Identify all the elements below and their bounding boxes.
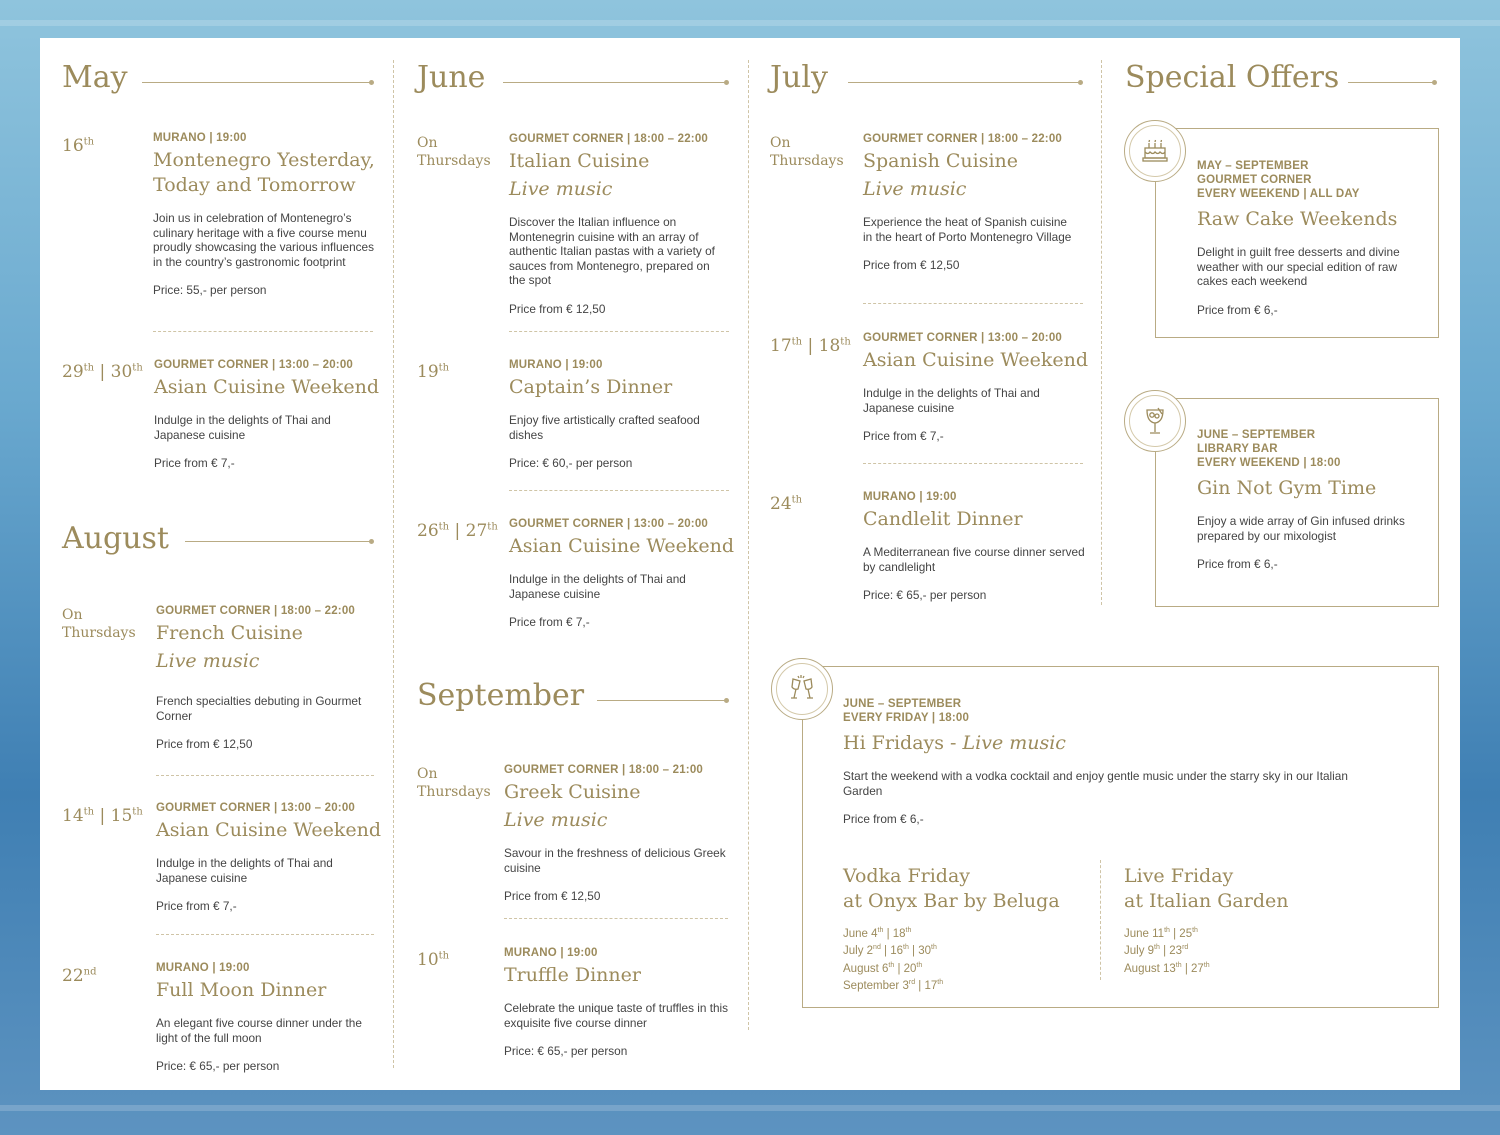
divider: [509, 331, 729, 332]
divider: [863, 463, 1083, 464]
month-title-may: May: [62, 60, 128, 95]
offer-meta: JUNE – SEPTEMBER: [1197, 429, 1316, 441]
event-description: Indulge in the delights of Thai and Japanese cuisine: [154, 413, 331, 442]
venue-title: Vodka Friday: [843, 865, 971, 887]
event-title: Candlelit Dinner: [863, 508, 1023, 530]
event-date: 19th: [417, 362, 450, 382]
offer-title: Gin Not Gym Time: [1197, 477, 1377, 499]
venue-title: Live Friday: [1124, 865, 1234, 887]
event-subtitle: Live music: [863, 178, 967, 200]
event-date: On Thursdays: [417, 135, 491, 169]
event-meta: GOURMET CORNER | 13:00 – 20:00: [863, 332, 1063, 344]
event-price: Price: € 65,- per person: [863, 588, 987, 602]
offer-subtitle: Live music: [962, 732, 1066, 754]
offer-price: Price from € 6,-: [1197, 557, 1278, 571]
vodka-friday-dates: [843, 924, 1093, 993]
event-subtitle: Live music: [509, 178, 613, 200]
event-title: Full Moon Dinner: [156, 979, 327, 1001]
event-meta: MURANO | 19:00: [156, 962, 250, 974]
offer-description: Start the weekend with a vodka cocktail and enjoy gentle music under the starry sky in our Italian Garden: [843, 769, 1348, 798]
offer-description: Delight in guilt free desserts and divine weather with our special edition of raw cakes each weekend: [1197, 245, 1400, 288]
offer-meta: LIBRARY BAR: [1197, 443, 1278, 455]
month-rule: [503, 82, 727, 83]
date-line: June 11th | 25th: [1124, 927, 1198, 940]
cheers-icon: [771, 658, 833, 720]
divider: [863, 303, 1083, 304]
event-date: 26th | 27th: [417, 521, 498, 541]
event-meta: GOURMET CORNER | 18:00 – 21:00: [504, 764, 704, 776]
background-streak: [0, 20, 1500, 26]
date-line: July 2nd | 16th | 30th: [843, 944, 937, 958]
venue-subtitle: at Italian Garden: [1124, 890, 1289, 912]
event-meta: GOURMET CORNER | 18:00 – 22:00: [863, 133, 1063, 145]
date-line: July 9th | 23rd: [1124, 944, 1189, 958]
event-french-cuisine: [156, 604, 376, 751]
gin-glass-icon: [1124, 390, 1186, 452]
event-spanish-cuisine: [863, 132, 1078, 272]
event-description: Indulge in the delights of Thai and Japanese cuisine: [509, 572, 686, 601]
date-line: August 13th | 27th: [1124, 961, 1210, 975]
event-meta: GOURMET CORNER | 18:00 – 22:00: [509, 133, 709, 145]
offer-title: Raw Cake Weekends: [1197, 208, 1398, 230]
event-meta: MURANO | 19:00: [863, 491, 957, 503]
event-asian-july: [863, 331, 1088, 443]
event-date: 24th: [770, 494, 803, 514]
event-price: Price from € 12,50: [504, 889, 601, 903]
event-price: Price from € 12,50: [156, 737, 253, 751]
event-meta: MURANO | 19:00: [153, 132, 247, 144]
offer-price: Price from € 6,-: [843, 812, 924, 826]
event-date: 17th | 18th: [770, 336, 851, 356]
event-truffle-dinner: [504, 946, 729, 1058]
event-title: Asian Cuisine Weekend: [154, 376, 379, 398]
event-description: Enjoy five artistically crafted seafood dishes: [509, 413, 700, 442]
special-offers-title: Special Offers: [1125, 60, 1340, 95]
event-title: Asian Cuisine Weekend: [156, 819, 381, 841]
divider: [504, 918, 728, 919]
event-description: Indulge in the delights of Thai and Japanese cuisine: [863, 386, 1040, 415]
event-description: Join us in celebration of Montenegro’s culinary heritage with a five course menu proudly showcasing the various influences in the country’s gastronomic footprint: [153, 211, 374, 269]
event-subtitle: Live music: [504, 809, 608, 831]
event-date: 10th: [417, 950, 450, 970]
offer-meta: EVERY FRIDAY | 18:00: [843, 712, 970, 724]
event-meta: GOURMET CORNER | 18:00 – 22:00: [156, 605, 356, 617]
divider: [156, 934, 374, 935]
date-line: August 6th | 20th: [843, 961, 923, 975]
event-meta: GOURMET CORNER | 13:00 – 20:00: [154, 359, 354, 371]
event-asian-june: [509, 517, 734, 629]
event-title: Asian Cuisine Weekend: [509, 535, 734, 557]
event-description: Experience the heat of Spanish cuisine in the heart of Porto Montenegro Village: [863, 215, 1072, 244]
live-friday: [1124, 861, 1374, 976]
event-price: Price from € 7,-: [863, 429, 944, 443]
event-price: Price: € 65,- per person: [156, 1059, 280, 1073]
month-title-july: July: [770, 60, 828, 95]
month-rule: [848, 82, 1081, 83]
date-line: June 4th | 18th: [843, 927, 912, 940]
event-title: Truffle Dinner: [504, 964, 641, 986]
offer-meta: MAY – SEPTEMBER: [1197, 160, 1309, 172]
divider: [509, 490, 729, 491]
offer-price: Price from € 6,-: [1197, 302, 1278, 317]
event-date: 29th | 30th: [62, 362, 143, 382]
offer-meta: GOURMET CORNER: [1197, 174, 1312, 186]
event-price: Price from € 7,-: [154, 456, 235, 470]
offer-meta: JUNE – SEPTEMBER: [843, 698, 962, 710]
offer-meta: EVERY WEEKEND | ALL DAY: [1197, 188, 1360, 200]
event-greek-cuisine: [504, 763, 729, 903]
event-title: Captain’s Dinner: [509, 376, 673, 398]
program-sheet: [40, 38, 1460, 1090]
event-asian-may: [154, 358, 379, 470]
event-date: 22nd: [62, 966, 97, 986]
event-subtitle: Live music: [156, 650, 260, 672]
month-title-june: June: [417, 60, 486, 95]
event-description: Discover the Italian influence on Montenegrin cuisine with an array of authentic Italian pastas with a variety of sauces from Montenegro, prepared on the spot: [509, 215, 715, 287]
event-description: An elegant five course dinner under the light of the full moon: [156, 1016, 362, 1045]
event-date: On Thursdays: [62, 607, 136, 641]
event-candlelit-dinner: [863, 490, 1088, 602]
offer-hi-fridays: [843, 697, 1363, 826]
offer-meta: EVERY WEEKEND | 18:00: [1197, 457, 1341, 469]
event-full-moon: [156, 961, 381, 1073]
event-meta: MURANO | 19:00: [504, 947, 598, 959]
event-meta: MURANO | 19:00: [509, 359, 603, 371]
event-meta: GOURMET CORNER | 13:00 – 20:00: [156, 802, 356, 814]
offer-description: Enjoy a wide array of Gin infused drinks prepared by our mixologist: [1197, 514, 1405, 543]
month-rule: [1348, 82, 1435, 83]
event-italian-cuisine: [509, 132, 724, 316]
event-montenegro: [153, 131, 378, 297]
event-title: Asian Cuisine Weekend: [863, 349, 1088, 371]
event-title: Montenegro Yesterday, Today and Tomorrow: [153, 149, 375, 196]
date-line: September 3rd | 17th: [843, 978, 944, 992]
event-price: Price: 55,- per person: [153, 283, 267, 297]
month-title-august: August: [62, 521, 169, 556]
event-title: Greek Cuisine: [504, 781, 641, 803]
event-price: Price: € 65,- per person: [504, 1044, 628, 1058]
event-date: 14th | 15th: [62, 806, 143, 826]
event-meta: GOURMET CORNER | 13:00 – 20:00: [509, 518, 709, 530]
background-streak: [0, 1105, 1500, 1111]
month-rule: [142, 82, 372, 83]
offer-gin-not-gym: [1197, 428, 1422, 571]
column-divider: [1101, 60, 1102, 605]
event-description: A Mediterranean five course dinner served by candlelight: [863, 545, 1085, 574]
venue-subtitle: at Onyx Bar by Beluga: [843, 890, 1060, 912]
offer-raw-cake: [1197, 159, 1422, 317]
month-rule: [185, 541, 372, 542]
offer-title: Hi Fridays - Live music: [843, 732, 1066, 754]
event-description: Savour in the freshness of delicious Greek cuisine: [504, 846, 726, 875]
event-date: 16th: [62, 136, 95, 156]
event-date: On Thursdays: [417, 766, 491, 800]
event-captains-dinner: [509, 358, 734, 470]
event-title: Spanish Cuisine: [863, 150, 1019, 172]
live-friday-dates: [1124, 924, 1374, 976]
event-title: Italian Cuisine: [509, 150, 650, 172]
event-price: Price from € 12,50: [863, 258, 960, 272]
month-title-september: September: [417, 678, 585, 713]
event-description: Celebrate the unique taste of truffles in this exquisite five course dinner: [504, 1001, 729, 1030]
event-price: Price from € 7,-: [509, 615, 590, 629]
column-divider: [748, 60, 749, 1030]
month-rule: [597, 700, 727, 701]
event-price: Price: € 60,- per person: [509, 456, 633, 470]
divider: [153, 331, 373, 332]
event-description: French specialties debuting in Gourmet Corner: [156, 694, 362, 723]
event-title: French Cuisine: [156, 622, 303, 644]
event-price: Price from € 7,-: [156, 899, 237, 913]
column-divider: [393, 60, 394, 1068]
event-price: Price from € 12,50: [509, 301, 606, 316]
vodka-friday: [843, 861, 1093, 993]
cake-icon: [1124, 120, 1186, 182]
divider: [156, 775, 374, 776]
column-divider: [1100, 860, 1101, 980]
event-description: Indulge in the delights of Thai and Japanese cuisine: [156, 856, 333, 885]
event-date: On Thursdays: [770, 135, 844, 169]
event-asian-august: [156, 801, 381, 913]
